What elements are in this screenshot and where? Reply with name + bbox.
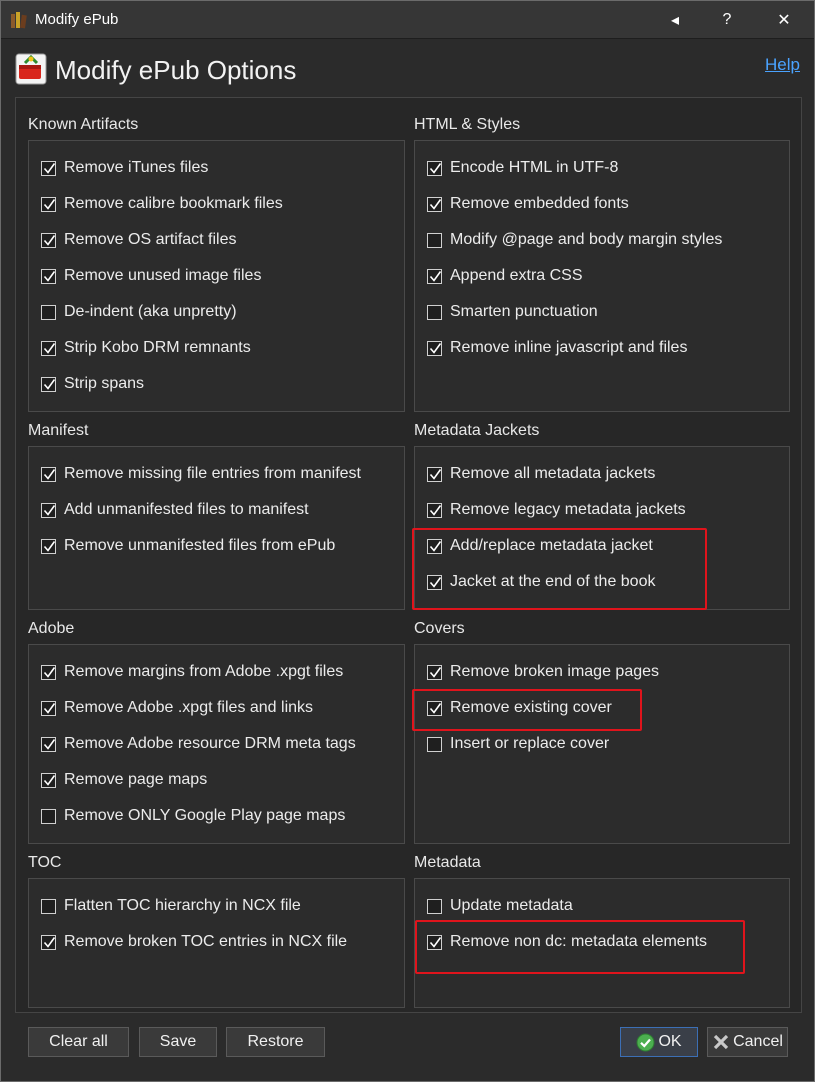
back-button[interactable]: [652, 1, 698, 38]
option-label: Strip Kobo DRM remnants: [64, 339, 251, 356]
save-button[interactable]: [139, 1027, 217, 1057]
option-label: Remove margins from Adobe .xpgt files: [64, 663, 344, 680]
option-append-extra-css[interactable]: [427, 264, 583, 288]
close-button[interactable]: [761, 1, 807, 38]
group-title: Metadata Jackets: [414, 422, 540, 439]
ok-button[interactable]: [620, 1027, 698, 1057]
option-remove-calibre-bookmark-files[interactable]: [41, 192, 283, 216]
checkmark-icon: [42, 197, 57, 212]
option-update-metadata[interactable]: [427, 894, 573, 918]
option-remove-all-metadata-jackets[interactable]: [427, 462, 655, 486]
option-label: Add/replace metadata jacket: [450, 537, 653, 554]
checkbox-checked[interactable]: [427, 665, 442, 680]
group-box: [28, 446, 405, 610]
option-label: Remove inline javascript and files: [450, 339, 688, 356]
option-label: Insert or replace cover: [450, 735, 610, 752]
checkmark-icon: [428, 539, 443, 554]
checkbox-checked[interactable]: [41, 377, 56, 392]
option-label: Remove unmanifested files from ePub: [64, 537, 336, 554]
option-label: Smarten punctuation: [450, 303, 598, 320]
option-encode-html-utf8[interactable]: [427, 156, 618, 180]
group-box: [28, 140, 405, 412]
option-label: Remove all metadata jackets: [450, 465, 656, 482]
checkbox[interactable]: [427, 737, 442, 752]
group-box: [414, 140, 790, 412]
checkmark-icon: [428, 575, 443, 590]
option-remove-broken-image-pages[interactable]: [427, 660, 659, 684]
button-label: Cancel: [733, 1033, 783, 1050]
checkmark-icon: [42, 935, 57, 950]
option-label: Modify @page and body margin styles: [450, 231, 723, 248]
checkmark-icon: [42, 467, 57, 482]
option-remove-legacy-metadata-jackets[interactable]: [427, 498, 686, 522]
button-label: Restore: [247, 1033, 304, 1050]
checkmark-icon: [42, 233, 57, 248]
checkmark-icon: [42, 503, 57, 518]
button-label: OK: [658, 1033, 682, 1050]
option-label: Append extra CSS: [450, 267, 583, 284]
option-remove-google-play-page-maps[interactable]: [41, 804, 345, 828]
checkbox-checked[interactable]: [41, 539, 56, 554]
checkmark-icon: [42, 269, 57, 284]
question-icon: ?: [722, 10, 732, 28]
checkbox-checked[interactable]: [41, 161, 56, 176]
option-strip-kobo-drm[interactable]: [41, 336, 251, 360]
group-title: Covers: [414, 620, 465, 637]
checkbox-checked[interactable]: [41, 737, 56, 752]
checkbox-checked[interactable]: [41, 935, 56, 950]
checkbox-checked[interactable]: [41, 701, 56, 716]
option-remove-broken-toc[interactable]: [41, 930, 347, 954]
group-box: [28, 644, 405, 844]
checkbox-checked[interactable]: [427, 269, 442, 284]
option-label: Update metadata: [450, 897, 573, 914]
checkbox[interactable]: [427, 305, 442, 320]
option-insert-replace-cover[interactable]: [427, 732, 609, 756]
option-label: Remove OS artifact files: [64, 231, 237, 248]
page-title: Modify ePub Options: [55, 55, 297, 85]
option-remove-adobe-xpgt-files[interactable]: [41, 696, 313, 720]
checkbox-checked[interactable]: [41, 341, 56, 356]
option-remove-page-maps[interactable]: [41, 768, 207, 792]
option-remove-existing-cover[interactable]: [427, 696, 612, 720]
checkmark-icon: [428, 197, 443, 212]
option-jacket-at-end[interactable]: [427, 570, 655, 594]
option-smarten-punctuation[interactable]: [427, 300, 598, 324]
checkbox-checked[interactable]: [427, 701, 442, 716]
checkbox[interactable]: [427, 233, 442, 248]
checkbox-checked[interactable]: [427, 539, 442, 554]
checkbox-checked[interactable]: [427, 341, 442, 356]
options-panel: [15, 97, 802, 1013]
option-remove-missing-manifest-entries[interactable]: [41, 462, 361, 486]
clear-all-button[interactable]: [28, 1027, 129, 1057]
option-label: Remove existing cover: [450, 699, 612, 716]
option-label: De-indent (aka unpretty): [64, 303, 237, 320]
option-add-replace-metadata-jacket[interactable]: [427, 534, 653, 558]
option-label: Remove ONLY Google Play page maps: [64, 807, 346, 824]
checkbox-checked[interactable]: [41, 197, 56, 212]
calibre-books-icon: [10, 11, 28, 29]
checkbox-checked[interactable]: [427, 503, 442, 518]
option-de-indent[interactable]: [41, 300, 237, 324]
checkmark-icon: [428, 467, 443, 482]
group-title: Manifest: [28, 422, 89, 439]
checkbox[interactable]: [41, 899, 56, 914]
group-title: Known Artifacts: [28, 116, 139, 133]
triangle-left-icon: ◂: [670, 11, 680, 29]
checkbox-checked[interactable]: [427, 935, 442, 950]
checkmark-icon: [42, 161, 57, 176]
group-box: [414, 878, 790, 1008]
checkmark-icon: [428, 701, 443, 716]
option-label: Remove legacy metadata jackets: [450, 501, 686, 518]
x-icon: [712, 1033, 730, 1051]
cancel-button[interactable]: [707, 1027, 788, 1057]
group-box: [28, 878, 405, 1008]
option-label: Add unmanifested files to manifest: [64, 501, 309, 518]
checkmark-icon: [428, 665, 443, 680]
modify-epub-logo-icon: [15, 53, 47, 85]
checkbox-checked[interactable]: [41, 773, 56, 788]
option-add-unmanifested-files[interactable]: [41, 498, 309, 522]
option-label: Remove broken TOC entries in NCX file: [64, 933, 348, 950]
checkmark-circle-icon: [636, 1033, 655, 1052]
option-label: Remove page maps: [64, 771, 208, 788]
checkbox-checked[interactable]: [41, 503, 56, 518]
checkmark-icon: [42, 665, 57, 680]
checkmark-icon: [428, 503, 443, 518]
option-label: Remove broken image pages: [450, 663, 660, 680]
option-remove-inline-javascript[interactable]: [427, 336, 687, 360]
option-label: Remove non dc: metadata elements: [450, 933, 708, 950]
option-label: Remove Adobe resource DRM meta tags: [64, 735, 356, 752]
checkbox-checked[interactable]: [427, 575, 442, 590]
checkmark-icon: [42, 341, 57, 356]
option-label: Remove embedded fonts: [450, 195, 629, 212]
option-strip-spans[interactable]: [41, 372, 144, 396]
group-title: Metadata: [414, 854, 481, 871]
option-remove-non-dc-metadata[interactable]: [427, 930, 707, 954]
checkbox-checked[interactable]: [41, 467, 56, 482]
checkmark-icon: [42, 737, 57, 752]
checkmark-icon: [42, 701, 57, 716]
checkbox[interactable]: [41, 809, 56, 824]
checkmark-icon: [42, 377, 57, 392]
checkmark-icon: [42, 539, 57, 554]
checkmark-icon: [428, 935, 443, 950]
option-remove-itunes-files[interactable]: [41, 156, 208, 180]
option-flatten-toc[interactable]: [41, 894, 301, 918]
checkbox-checked[interactable]: [41, 233, 56, 248]
group-title: HTML & Styles: [414, 116, 521, 133]
option-remove-embedded-fonts[interactable]: [427, 192, 629, 216]
context-help-button[interactable]: [704, 1, 750, 38]
option-remove-adobe-drm-meta[interactable]: [41, 732, 356, 756]
checkbox-checked[interactable]: [427, 197, 442, 212]
checkbox-checked[interactable]: [427, 467, 442, 482]
option-remove-unmanifested-files[interactable]: [41, 534, 335, 558]
checkbox[interactable]: [41, 305, 56, 320]
option-label: Remove Adobe .xpgt files and links: [64, 699, 314, 716]
option-modify-page-margins[interactable]: [427, 228, 722, 252]
checkmark-icon: [428, 269, 443, 284]
option-label: Flatten TOC hierarchy in NCX file: [64, 897, 301, 914]
restore-button[interactable]: [226, 1027, 325, 1057]
option-label: Jacket at the end of the book: [450, 573, 656, 590]
option-label: Strip spans: [64, 375, 145, 392]
title-bar[interactable]: [1, 1, 814, 39]
help-link[interactable]: Help: [765, 55, 800, 74]
group-box: [414, 446, 790, 610]
button-label: Save: [159, 1033, 197, 1050]
window-title: Modify ePub: [35, 11, 119, 28]
checkbox-checked[interactable]: [41, 269, 56, 284]
option-remove-adobe-xpgt-margins[interactable]: [41, 660, 343, 684]
checkmark-icon: [428, 341, 443, 356]
option-label: Remove calibre bookmark files: [64, 195, 283, 212]
checkbox-checked[interactable]: [41, 665, 56, 680]
option-label: Remove unused image files: [64, 267, 262, 284]
checkmark-icon: [428, 161, 443, 176]
option-label: Encode HTML in UTF-8: [450, 159, 619, 176]
checkmark-icon: [42, 773, 57, 788]
option-remove-os-artifact-files[interactable]: [41, 228, 237, 252]
option-remove-unused-image-files[interactable]: [41, 264, 261, 288]
checkbox[interactable]: [427, 899, 442, 914]
checkbox-checked[interactable]: [427, 161, 442, 176]
option-label: Remove iTunes files: [64, 159, 209, 176]
option-label: Remove missing file entries from manifest: [64, 465, 361, 482]
button-label: Clear all: [49, 1033, 108, 1050]
group-title: TOC: [28, 854, 62, 871]
group-box: [414, 644, 790, 844]
close-icon: ✕: [777, 11, 791, 29]
group-title: Adobe: [28, 620, 75, 637]
